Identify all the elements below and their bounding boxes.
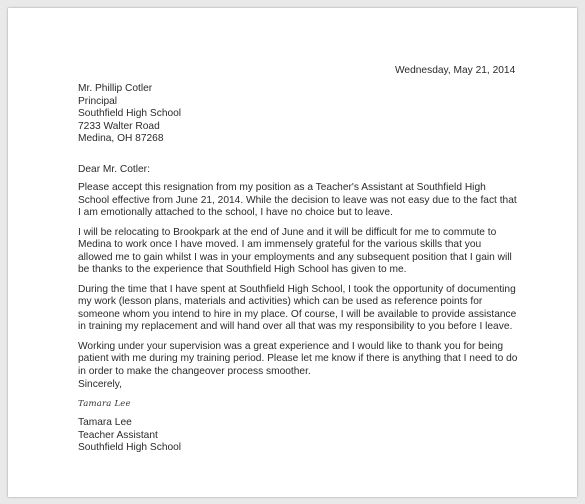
sender-title: Teacher Assistant: [78, 429, 158, 441]
sender-name: Tamara Lee: [78, 417, 132, 428]
sender-block: [78, 417, 181, 455]
body-paragraph: Working under your supervision was a great experience and I would like to thank you for being patient with me during my training period. Please let me know if there is anything that I need to do in order to make the changeover process smoother.: [78, 340, 518, 377]
salutation: Dear Mr. Cotler:: [78, 164, 150, 175]
body-paragraph: Please accept this resignation from my position as a Teacher's Assistant at Southfield High School effective from June 21, 2014. While the decision to leave was not easy due to the fact that I am emotionally attached to the school, I have no choice but to leave.: [78, 182, 517, 218]
letter-body: [78, 182, 518, 385]
recipient-address: [78, 83, 181, 146]
body-paragraph: I will be relocating to Brookpark at the end of June and it will be difficult for me to commute to Medina to work once I have moved. I am immensely grateful for the various skills that you allowed me to gain whilst I was in your employments and any subsequent position that I gain will be thanks to the experience that Southfield High School has given to me.: [78, 226, 512, 275]
recipient-title: Principal: [78, 95, 118, 107]
closing: Sincerely,: [78, 379, 122, 390]
letter-page: [8, 8, 577, 497]
recipient-school: Southfield High School: [78, 108, 182, 119]
recipient-name: Mr. Phillip Cotler: [78, 83, 153, 94]
recipient-street: 7233 Walter Road: [78, 120, 160, 132]
handwritten-signature: Tamara Lee: [78, 399, 131, 409]
sender-school: Southfield High School: [78, 442, 182, 453]
body-paragraph: During the time that I have spent at Southfield High School, I took the opportunity of documenting my work (lesson plans, materials and activities) which can be used as reference points for someone whom you intend to hire in my place. Of course, I will be available to provide assistance in training my replacement and will hand over all that was my responsibility to you before I leave.: [78, 283, 517, 332]
letter-date: Wednesday, May 21, 2014: [395, 65, 516, 76]
recipient-city: Medina, OH 87268: [78, 133, 164, 144]
